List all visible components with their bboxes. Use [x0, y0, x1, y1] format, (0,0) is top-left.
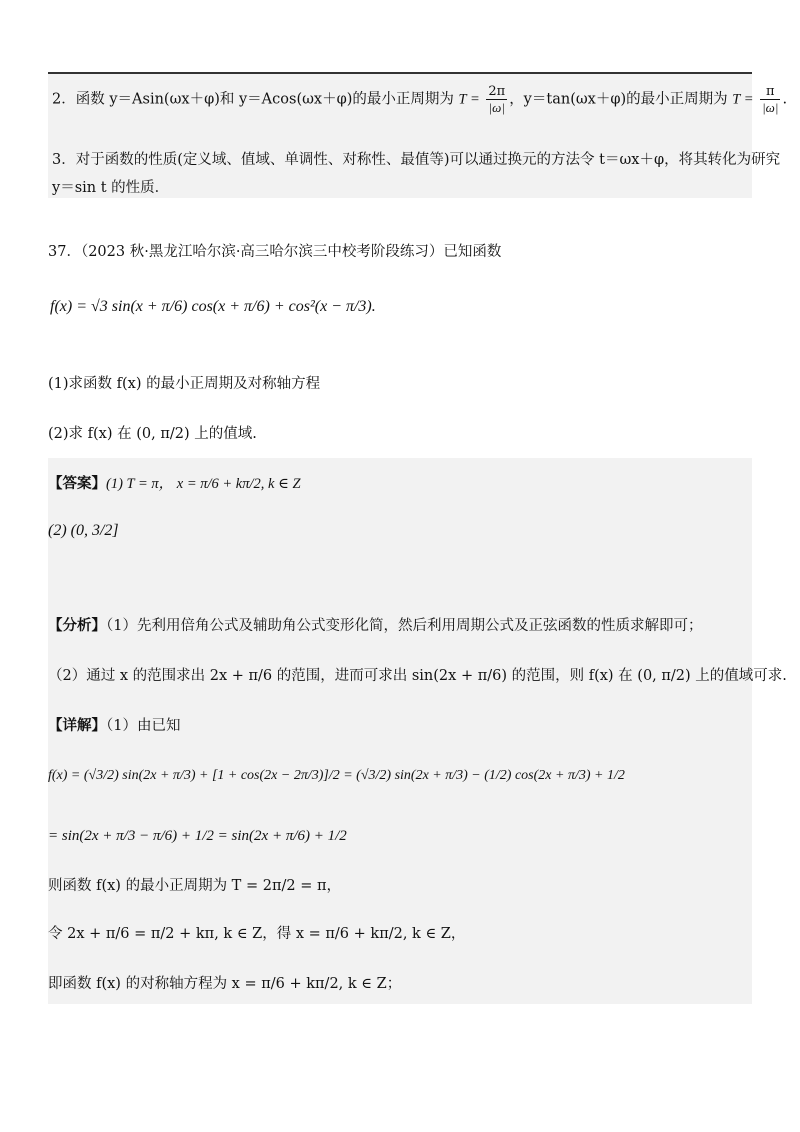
- note-2-prefix: 2．函数 y＝Asin(ωx＋φ)和 y＝Acos(ωx＋φ)的最小正周期为: [52, 91, 454, 108]
- note-2: [52, 84, 787, 115]
- detail-label: 【详解】: [48, 717, 106, 734]
- analysis-line-2: （2）通过 x 的范围求出 2x + π/6 的范围，进而可求出 sin(2x + π/6) 的范围，则 f(x) 在 (0, π/2) 上的值域可求.: [48, 668, 787, 684]
- detail-axis-2: 即函数 f(x) 的对称轴方程为 x = π/6 + kπ/2, k ∈ Z；: [48, 976, 402, 992]
- detail-period: 则函数 f(x) 的最小正周期为 T = 2π/2 = π，: [48, 878, 341, 894]
- answer-1: (1) T = π， x = π/6 + kπ/2, k ∈ Z: [106, 476, 301, 492]
- detail-eq-1: f(x) = (√3/2) sin(2x + π/3) + [1 + cos(2x − 2π/3)]/2 = (√3/2) sin(2x + π/3) − (1/2) cos(2x + π/3) + 1/2: [48, 768, 625, 783]
- detail-eq-2: = sin(2x + π/3 − π/6) + 1/2 = sin(2x + π/6) + 1/2: [48, 828, 347, 844]
- note-2-mid: ，y＝tan(ωx＋φ)的最小正周期为: [509, 91, 728, 108]
- problem-formula: f(x) = √3 sin(x + π/6) cos(x + π/6) + cos²(x − π/3).: [50, 298, 376, 315]
- note-2-T1-frac: $\frac{2\pi}{|\omega|}$: [488, 84, 506, 115]
- analysis-label: 【分析】: [48, 617, 106, 634]
- question-2: (2)求 f(x) 在 (0, π/2) 上的值域.: [48, 426, 257, 442]
- problem-header: 37．（2023 秋·黑龙江哈尔滨·高三哈尔滨三中校考阶段练习）已知函数: [48, 244, 502, 260]
- note-2-T2-frac: $\frac{\pi}{|\omega|}$: [762, 84, 779, 115]
- answer-line-1: [48, 472, 301, 493]
- question-1: (1)求函数 f(x) 的最小正周期及对称轴方程: [48, 376, 321, 392]
- note-3-line2: y＝sin t 的性质．: [52, 180, 170, 196]
- note-3-line1: 3．对于函数的性质(定义域、值域、单调性、对称性、最值等)可以通过换元的方法令 t＝ωx＋φ，将其转化为研究: [52, 152, 781, 168]
- detail-line-1: [48, 714, 180, 735]
- detail-axis: 令 2x + π/6 = π/2 + kπ, k ∈ Z，得 x = π/6 + kπ/2, k ∈ Z，: [48, 926, 466, 942]
- detail-intro: （1）由已知: [106, 718, 181, 734]
- answer-label: 【答案】: [48, 475, 106, 492]
- note-2-end: .: [782, 91, 788, 108]
- analysis-line-1: [48, 614, 702, 635]
- analysis-text-1: （1）先利用倍角公式及辅助角公式变形化简，然后利用周期公式及正弦函数的性质求解即可；: [106, 618, 703, 634]
- answer-2: (2) (0, 3/2]: [48, 522, 119, 539]
- note-2-T2: T =: [732, 91, 754, 108]
- note-2-T1: T =: [458, 91, 480, 108]
